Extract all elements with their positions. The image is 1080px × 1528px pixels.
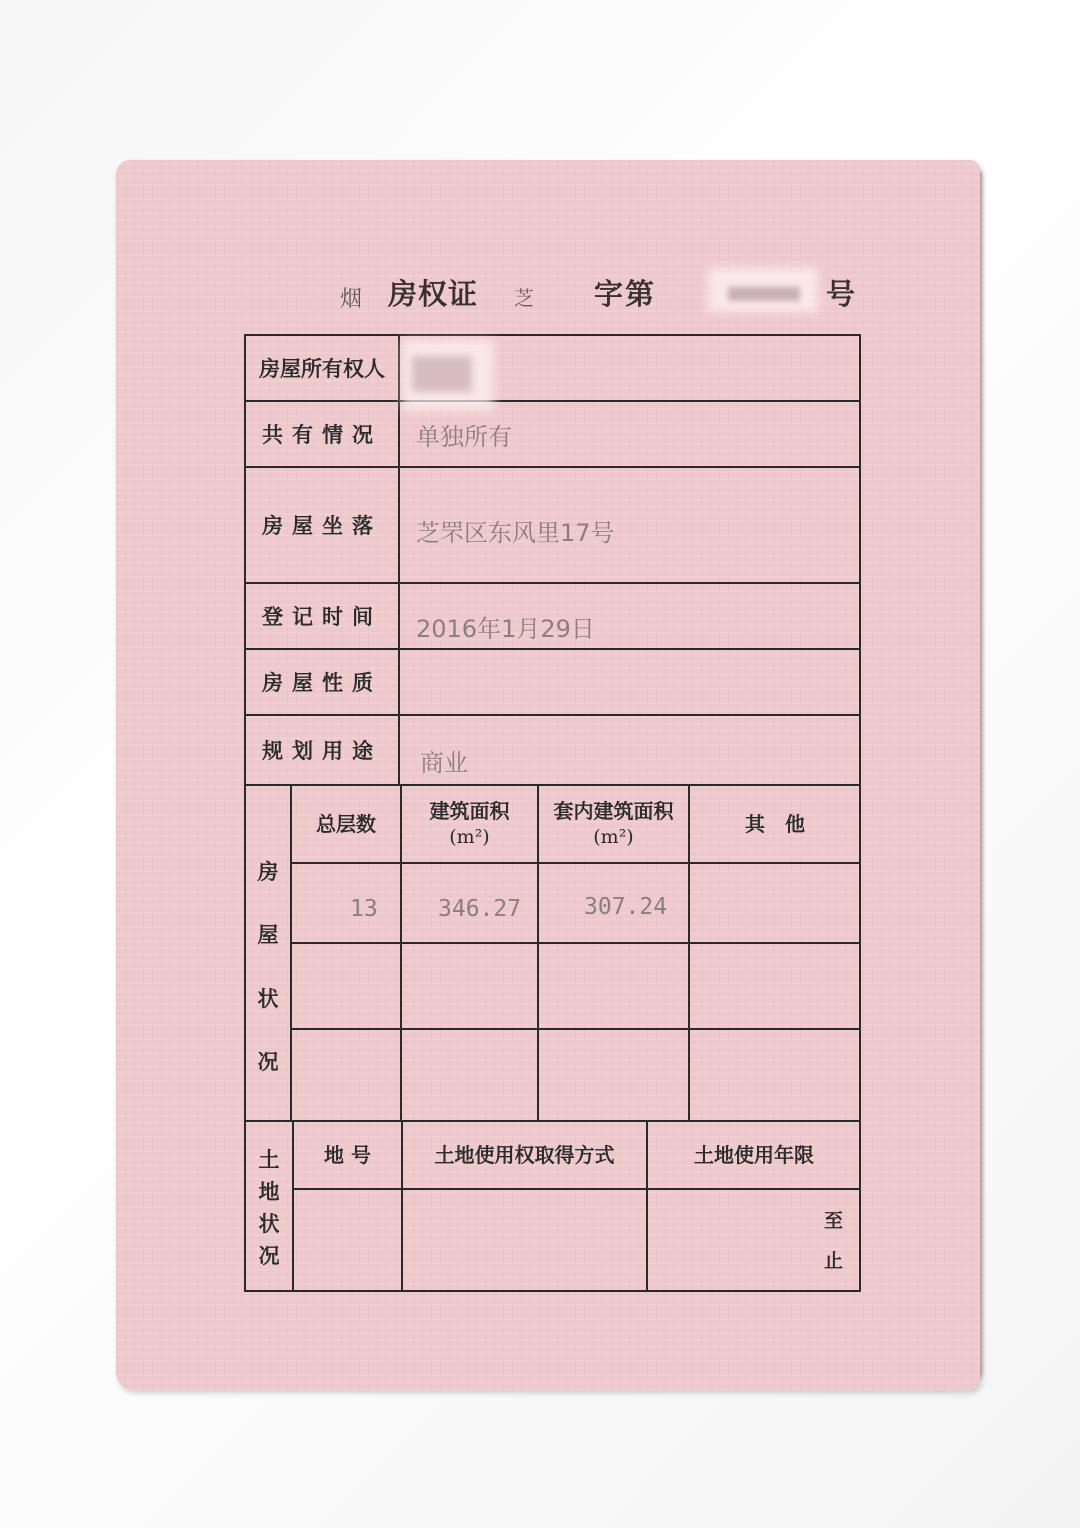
building-area-value: 346.27 bbox=[438, 896, 522, 922]
header-hao: 号 bbox=[826, 277, 856, 311]
table-border-bottom bbox=[244, 1290, 861, 1292]
owner-label: 房屋所有权人 bbox=[259, 356, 385, 381]
side-char: 状 bbox=[258, 1211, 280, 1236]
land-row-divider bbox=[292, 1188, 860, 1190]
side-char: 况 bbox=[258, 1243, 280, 1268]
inner-area-value: 307.24 bbox=[584, 894, 668, 920]
col-lot-number bbox=[294, 1122, 401, 1188]
co-ownership-value: 单独所有 bbox=[416, 422, 512, 451]
registration-time-label: 登记时间 bbox=[262, 604, 382, 629]
house-status-side-label bbox=[246, 856, 290, 1076]
term-to: 至 bbox=[824, 1210, 844, 1232]
header-zi-di: 字第 bbox=[594, 277, 657, 311]
planned-usage-value: 商业 bbox=[420, 748, 468, 777]
header-title: 房权证 bbox=[388, 277, 479, 311]
col-other bbox=[690, 786, 860, 862]
col-acquisition-method-label: 土地使用权取得方式 bbox=[434, 1142, 615, 1167]
side-char: 地 bbox=[258, 1179, 280, 1204]
col-land-term-label: 土地使用年限 bbox=[694, 1142, 814, 1167]
location-label: 房屋坐落 bbox=[262, 513, 382, 538]
col-building-area bbox=[402, 786, 537, 862]
col-acquisition-method bbox=[403, 1122, 646, 1188]
col-inner-area-label: 套内建筑面积 bbox=[553, 798, 674, 823]
col-lot-number-label: 地 号 bbox=[324, 1142, 371, 1167]
total-floors-value: 13 bbox=[350, 896, 378, 922]
redacted-owner-mark bbox=[412, 356, 472, 392]
term-end: 止 bbox=[824, 1250, 844, 1272]
side-char: 屋 bbox=[257, 922, 279, 948]
col-total-floors bbox=[292, 786, 400, 862]
planned-usage-label: 规划用途 bbox=[262, 738, 382, 763]
house-nature-label: 房屋性质 bbox=[262, 670, 382, 695]
col-inner-area bbox=[539, 786, 688, 862]
side-char: 房 bbox=[257, 859, 279, 884]
side-char: 状 bbox=[257, 985, 279, 1011]
side-char: 况 bbox=[257, 1048, 279, 1074]
location-value: 芝罘区东风里17号 bbox=[416, 518, 615, 547]
side-char: 土 bbox=[258, 1147, 280, 1172]
col-building-area-unit: (m²) bbox=[449, 825, 490, 848]
col-building-area-label: 建筑面积 bbox=[429, 798, 510, 823]
house-row-divider bbox=[290, 942, 860, 944]
house-row-divider bbox=[290, 862, 860, 864]
co-ownership-label: 共有情况 bbox=[262, 422, 382, 447]
house-row-divider bbox=[290, 1028, 860, 1030]
header-city: 烟 bbox=[340, 287, 363, 312]
registration-time-value: 2016年1月29日 bbox=[416, 614, 595, 643]
header-district: 芝 bbox=[514, 286, 534, 310]
col-total-floors-label: 总层数 bbox=[316, 811, 376, 836]
col-land-term bbox=[648, 1122, 860, 1188]
col-other-label: 其 他 bbox=[745, 811, 805, 836]
land-status-side-label bbox=[246, 1144, 292, 1270]
col-inner-area-unit: (m²) bbox=[593, 825, 634, 848]
